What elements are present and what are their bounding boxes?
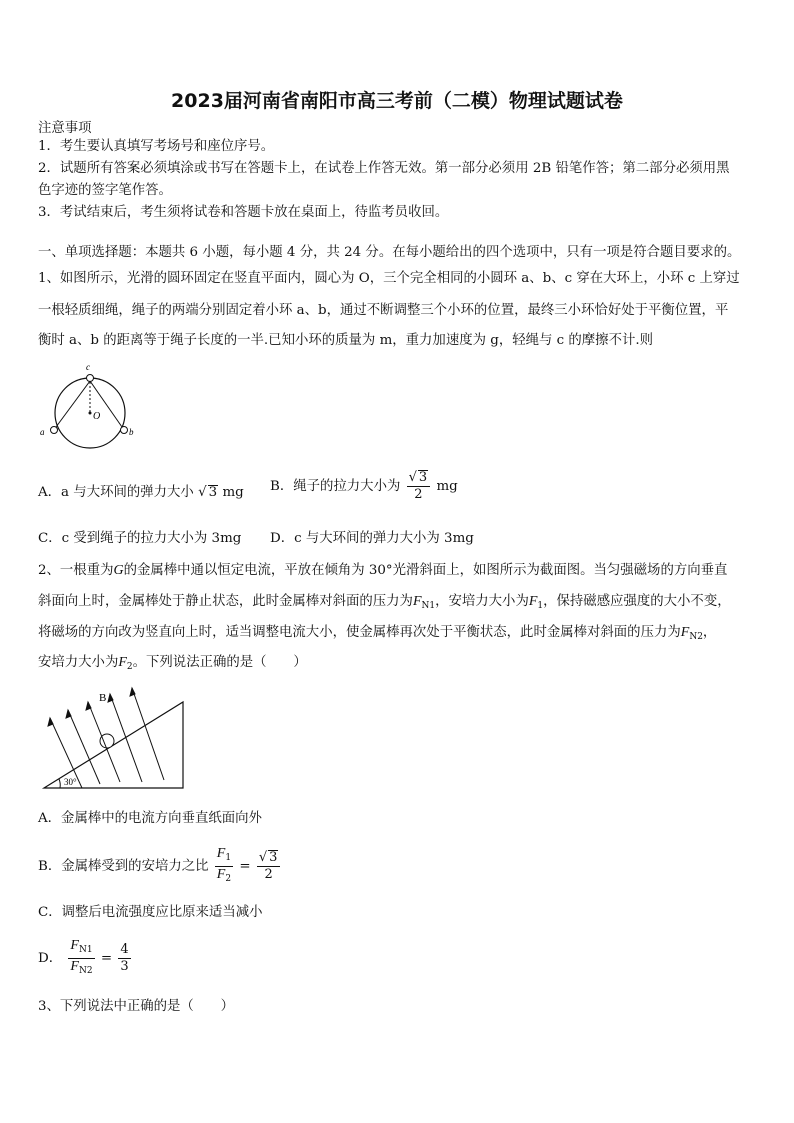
q2-angle-label: 30° bbox=[64, 777, 77, 787]
q1-line-3: 衡时 a、b 的距离等于绳子长度的一半.已知小环的质量为 m，重力加速度为 g，轻绳与 c 的摩擦不计.则 bbox=[38, 333, 653, 348]
q2-ratio-sub-n2: N2 bbox=[78, 966, 93, 976]
page-title: 2023届河南省南阳市高三考前（二模）物理试题试卷 bbox=[171, 90, 623, 112]
q2-ratio-f2: F bbox=[216, 867, 226, 882]
q1-option-b-text: B．绳子的拉力大小为 bbox=[270, 479, 401, 494]
q1-fig-label-o: O bbox=[93, 411, 101, 422]
q2-line-1-a: 2、一根重为 bbox=[38, 563, 114, 578]
q2-line-2-b: ，安培力大小为 bbox=[435, 594, 529, 609]
q1-option-b bbox=[270, 470, 458, 503]
q2-line-3-a: 将磁场的方向改为竖直向上时，适当调整电流大小，使金属棒再次处于平衡状态，此时金属棒对斜面的压力为 bbox=[38, 625, 681, 640]
q2-symbol-g: G bbox=[113, 563, 124, 578]
q2-line-4-a: 安培力大小为 bbox=[38, 655, 119, 670]
q2-ratio-fn1: F bbox=[70, 938, 79, 953]
q2-ratio-sub-2: 2 bbox=[225, 874, 232, 884]
q2-line-4 bbox=[38, 654, 307, 676]
q2-incline-figure bbox=[40, 686, 190, 792]
sqrt-sign: √ bbox=[198, 485, 207, 500]
sqrt-sign: √ bbox=[408, 470, 417, 485]
q2-line-2 bbox=[38, 593, 731, 615]
q2-sub-n1: N1 bbox=[421, 601, 436, 611]
q2-ratio-f1: F bbox=[216, 846, 226, 861]
q2-symbol-f2: F bbox=[118, 655, 127, 670]
q2-sub-2: 2 bbox=[126, 662, 133, 672]
sqrt-sign: √ bbox=[258, 850, 268, 865]
q2-symbol-fn2: F bbox=[680, 625, 690, 640]
q2-sub-n2: N2 bbox=[689, 632, 703, 642]
q2-option-b-value bbox=[257, 850, 281, 883]
q1-option-a bbox=[38, 484, 244, 502]
q2-option-b-radicand: 3 bbox=[269, 850, 278, 865]
q2-line-3-b: ， bbox=[702, 625, 717, 640]
q1-option-c: C．c 受到绳子的拉力大小为 3mg bbox=[38, 531, 242, 546]
q2-option-b-ratio bbox=[215, 846, 233, 887]
note-3: 3．考试结束后，考生须将试卷和答题卡放在桌面上，待监考员收回。 bbox=[38, 205, 449, 220]
q1-option-a-unit: mg bbox=[222, 485, 244, 500]
note-2b: 色字迹的签字笔作答。 bbox=[38, 183, 172, 198]
q2-option-b-text: B．金属棒受到的安培力之比 bbox=[38, 859, 209, 874]
q1-fig-label-c: c bbox=[86, 362, 90, 372]
q1-ring-figure bbox=[36, 360, 148, 450]
q2-line-1 bbox=[38, 562, 727, 580]
equals-sign: = bbox=[239, 859, 251, 874]
q2-ratio-sub-1: 1 bbox=[225, 853, 232, 863]
q2-option-b-denominator: 2 bbox=[264, 867, 273, 882]
q2-ratio-fn2: F bbox=[70, 959, 79, 974]
q2-option-d-denominator: 3 bbox=[120, 959, 129, 974]
q1-option-a-radicand: 3 bbox=[208, 485, 218, 500]
q1-option-b-unit: mg bbox=[436, 479, 458, 494]
q1-line-2: 一根轻质细绳，绳子的两端分别固定着小环 a、b，通过不断调整三个小环的位置，最终三小环恰好处于平衡位置，平 bbox=[38, 303, 729, 318]
q2-option-d-ratio bbox=[68, 938, 94, 979]
q3-line-1: 3、下列说法中正确的是（ ） bbox=[38, 999, 234, 1014]
q2-option-d-value bbox=[118, 942, 130, 975]
q2-option-c: C．调整后电流强度应比原来适当减小 bbox=[38, 905, 263, 920]
q1-option-d: D．c 与大环间的弹力大小为 3mg bbox=[270, 531, 474, 546]
q2-option-d bbox=[38, 938, 133, 979]
q2-symbol-fn1: F bbox=[412, 594, 422, 609]
q2-option-a: A．金属棒中的电流方向垂直纸面向外 bbox=[38, 811, 262, 826]
q1-line-1: 1、如图所示，光滑的圆环固定在竖直平面内，圆心为 O，三个完全相同的小圆环 a、b、c 穿在大环上，小环 c 上穿过 bbox=[38, 271, 740, 286]
q2-option-b bbox=[38, 846, 282, 887]
q1-option-b-radicand: 3 bbox=[418, 470, 428, 485]
q2-line-2-c: ，保持磁感应强度的大小不变， bbox=[543, 594, 731, 609]
q1-option-b-denominator: 2 bbox=[414, 487, 423, 502]
q2-option-d-text: D． bbox=[38, 951, 63, 966]
q2-line-3 bbox=[38, 624, 716, 646]
q2-sub-1: 1 bbox=[537, 601, 544, 611]
q2-line-4-b: 。下列说法正确的是（ ） bbox=[132, 655, 307, 670]
note-1: 1．考生要认真填写考场号和座位序号。 bbox=[38, 139, 275, 154]
q2-symbol-f1: F bbox=[528, 594, 538, 609]
q2-line-2-a: 斜面向上时，金属棒处于静止状态，此时金属棒对斜面的压力为 bbox=[38, 594, 413, 609]
q2-fig-label-b: B bbox=[99, 692, 107, 704]
q2-ratio-sub-n1: N1 bbox=[78, 945, 93, 955]
q2-line-1-b: 的金属棒中通以恒定电流，平放在倾角为 30°光滑斜面上，如图所示为截面图。当匀强磁场的方向垂直 bbox=[123, 563, 728, 578]
q1-fig-label-a: a bbox=[40, 427, 45, 437]
q1-fig-label-b: b bbox=[129, 427, 134, 437]
q1-option-b-fraction bbox=[407, 470, 431, 503]
section-1-heading: 一、单项选择题：本题共 6 小题，每小题 4 分，共 24 分。在每小题给出的四个选项中，只有一项是符合题目要求的。 bbox=[38, 245, 741, 260]
q2-option-d-numerator: 4 bbox=[120, 942, 129, 957]
note-2a: 2．试题所有答案必须填涂或书写在答题卡上，在试卷上作答无效。第一部分必须用 2B 铅笔作答；第二部分必须用黑 bbox=[38, 161, 730, 176]
notes-heading: 注意事项 bbox=[38, 121, 92, 136]
equals-sign: = bbox=[100, 951, 113, 966]
q1-option-a-text: A．a 与大环间的弹力大小 bbox=[38, 485, 194, 500]
